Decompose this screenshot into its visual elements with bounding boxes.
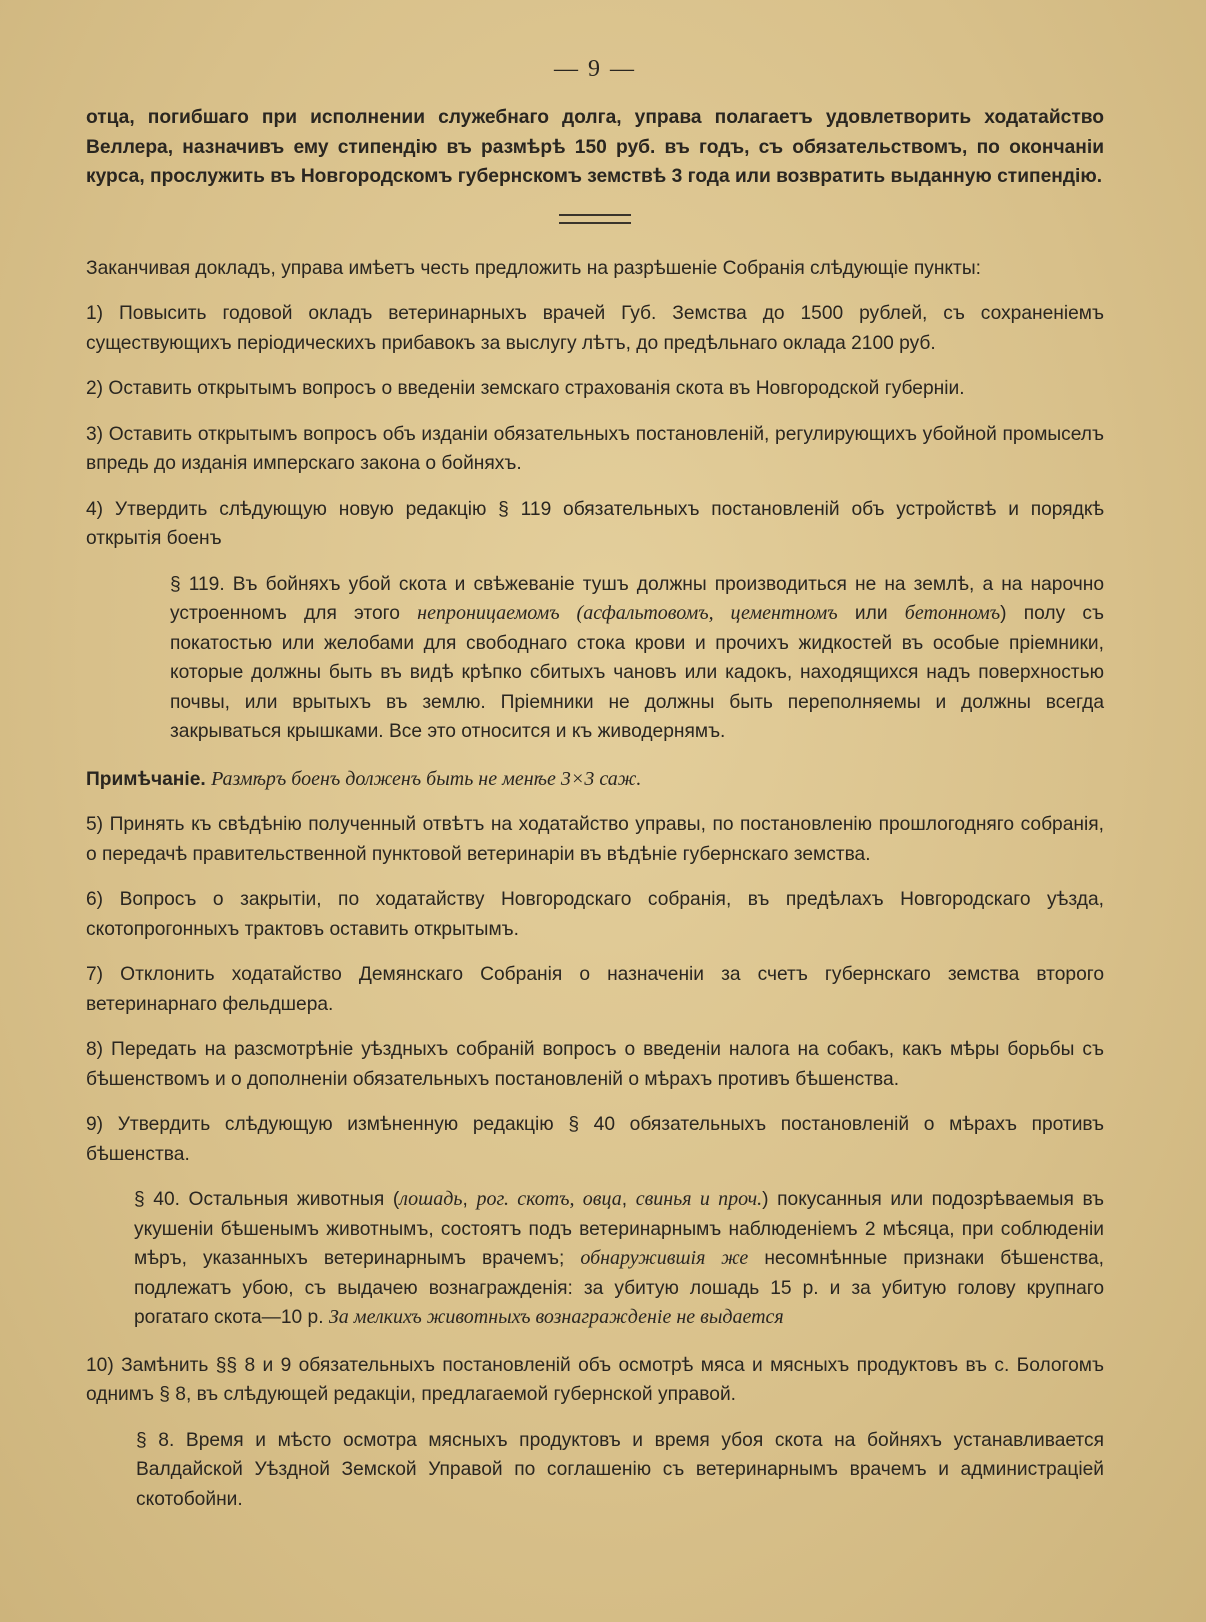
item-text: Принять къ свѣдѣнію полученный отвѣтъ на ходатайство управы, по постановленію прошлогодняго собранія, о передачѣ правительственной пунктовой ветеринаріи въ вѣдѣніе губернскаго земства. [86,814,1104,865]
note-paragraph [86,765,1104,795]
item-text: Отклонить ходатайство Демянскаго Собранія о назначеніи за счетъ губернскаго земства второго ветеринарнаго фельдшера. [86,964,1105,1015]
section-119-italic-2: бетонномъ [904,602,1001,624]
section-40-text [134,1185,1104,1333]
section-40-italic-1: лошадь [399,1188,463,1210]
item-text: Оставить открытымъ вопросъ объ изданіи обязательныхъ постановленій, регулирующихъ убойной промыселъ впредь до изданія имперскаго закона о бойняхъ. [86,423,1104,474]
continuation-paragraph: отца, погибшаго при исполнении служебнаго долга, управа полагаетъ удовлетворить ходатайство Веллера, назначивъ ему стипендію въ размѣрѣ 150 руб. въ годъ, съ обязательствомъ, по окончаніи курса, прослужить въ Новгородскомъ губернскомъ земствѣ 3 года или возвратить выданную стипендію. [86,107,1104,187]
note-text: Размѣръ боенъ долженъ быть не менѣе 3×3 саж. [211,767,642,790]
item-number: 10) [86,1354,114,1376]
item-text: Оставить открытымъ вопросъ о введеніи земскаго страхованія скота въ Новгородской губерніи. [108,378,965,399]
item-text: Утвердить слѣдующую новую редакцію § 119 обязательныхъ постановленій объ устройствѣ и порядкѣ открытія боенъ [86,498,1104,549]
item-number: 4) [86,498,104,520]
item-1 [86,299,1104,358]
section-40-italic-2: рог. скотъ, овца [476,1188,622,1210]
item-number: 2) [86,378,104,399]
item-number: 5) [86,814,104,835]
item-text: Утвердить слѣдующую измѣненную редакцію § 40 обязательныхъ постановленій о мѣрахъ противъ бѣшенства. [86,1114,1104,1165]
item-number: 1) [86,303,104,324]
section-8-text: § 8. Время и мѣсто осмотра мясныхъ продуктовъ и время убоя скота на бойняхъ устанавливается Валдайской Уѣздной Земской Управой по соглашенію съ ветеринарнымъ врачемъ и администраціей скотобойни. [136,1429,1104,1510]
note-label: Примѣчаніе. [86,768,206,790]
intro-paragraph [86,254,1104,284]
item-9 [86,1110,1104,1169]
item-number: 7) [86,964,104,985]
item-6 [86,885,1104,944]
item-3 [86,420,1104,479]
section-40-italic-5: За мелкихъ животныхъ вознагражденіе не выдается [328,1306,784,1328]
item-8 [86,1035,1104,1094]
item-7 [86,960,1104,1019]
section-40-sep-2: , [621,1189,636,1210]
item-text: Вопросъ о закрытіи, по ходатайству Новгородскаго собранія, въ предѣлахъ Новгородскаго уѣзда, скотопрогонныхъ трактовъ оставить открытымъ. [86,889,1104,940]
section-40-italic-3: свинья и проч. [635,1188,763,1210]
section-119-part-a: § 119. Въ бойняхъ убой скота и свѣжеваніе тушъ должны производиться не на землѣ, а на нарочно устроенномъ для этого [170,573,1104,624]
section-40-part-b: ) покусанныя или подозрѣваемыя въ укушеніи бѣшенымъ животнымъ, состоятъ подъ ветеринарнымъ наблюденіемъ 2 мѣсяца, при соблюденіи мѣръ, указанныхъ ветеринарнымъ врачемъ; [134,1189,1105,1269]
item-number: 9) [86,1114,104,1135]
section-40-part-c: несомнѣнные признаки бѣшенства, подлежатъ убою, съ выдачею вознагражденія: за убитую лошадь 15 р. и за убитую голову крупнаго рогатаго скота—10 р. [134,1248,1104,1328]
item-2 [86,374,1104,404]
section-40-italic-4: обнаружившія же [580,1247,749,1269]
item-text: Передать на разсмотрѣніе уѣздныхъ собраній вопросъ о введеніи налога на собакъ, какъ мѣры борьбы съ бѣшенствомъ и о дополненіи обязательныхъ постановленій о мѣрахъ противъ бѣшенства. [86,1039,1104,1090]
item-text: Замѣнить §§ 8 и 9 обязательныхъ постановленій объ осмотрѣ мяса и мясныхъ продуктовъ въ с. Бологомъ однимъ § 8, въ слѣдующей редакціи, предлагаемой губернской управой. [86,1354,1104,1405]
section-119-text [170,570,1104,747]
section-divider [559,214,631,224]
section-119-italic-1: непроницаемомъ (асфальтовомъ, цементномъ [417,602,838,624]
item-number: 8) [86,1039,104,1060]
item-number: 3) [86,423,104,445]
page-number: — 9 — [554,56,636,82]
item-10 [86,1351,1104,1410]
section-40-part-a: § 40. Остальныя животныя ( [134,1189,400,1210]
document-page [86,56,1104,1532]
item-5 [86,810,1104,869]
item-4 [86,495,1104,554]
section-119-part-c: ) полу съ покатостью или желобами для свободнаго стока крови и прочихъ жидкостей въ особые пріемники, которые должны быть въ видѣ крѣпко сбитыхъ чановъ или кадокъ, находящихся надъ поверхностью почвы, или врытыхъ въ землю. Пріемники не должны быть переполняемы и должны всегда закрываться крышками. Все это относится и къ живодернямъ. [170,603,1104,742]
section-40-sep-1: , [462,1189,477,1210]
section-119-part-b: или [854,603,888,624]
intro-text: Заканчивая докладъ, управа имѣетъ честь предложить на разрѣшеніе Собранія слѣдующіе пункты: [86,257,981,279]
item-number: 6) [86,889,104,910]
item-text: Повысить годовой окладъ ветеринарныхъ врачей Губ. Земства до 1500 рублей, съ сохраненіемъ существующихъ періодическихъ прибавокъ за выслугу лѣтъ, до предѣльнаго оклада 2100 руб. [86,303,1104,354]
